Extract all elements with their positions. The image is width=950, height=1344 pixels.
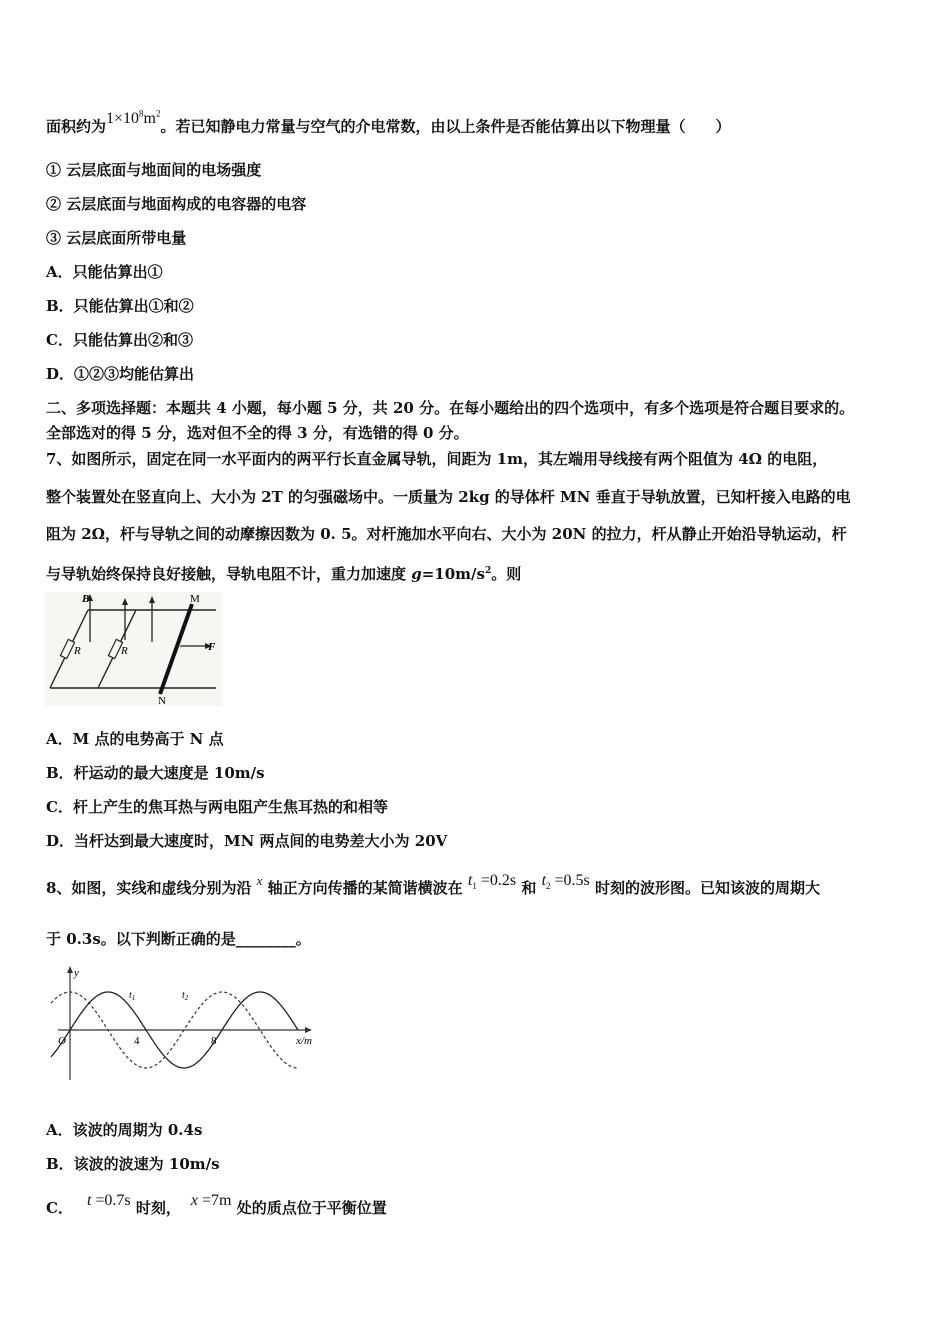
m-label: M [190,593,200,605]
q6-item-1: ① 云层底面与地面间的电场强度 [46,161,262,179]
q7-option-d: D．当杆达到最大速度时，MN 两点间的电势差大小为 20V [46,832,448,850]
origin-label: O [58,1035,66,1047]
q6-item-3: ③ 云层底面所带电量 [46,229,187,247]
q6-option-d: D．①②③均能估算出 [46,365,195,383]
q6-item-2: ② 云层底面与地面构成的电容器的电容 [46,195,307,213]
t2-curve-label: $t_2$ [182,990,189,1002]
tick-8-label: 8 [211,1035,217,1047]
resistor-1-label: R [74,645,81,657]
resistor-2-label: R [121,645,128,657]
q8-option-c: C． t =0.7s 时刻， x =7m 处的质点位于平衡位置 [46,1192,387,1217]
tick-4-label: 4 [134,1035,140,1047]
b-label: B [82,593,90,605]
y-axis-label: y [74,967,79,979]
q7-stem-3: 阻为 2Ω，杆与导轨之间的动摩擦因数为 0. 5。对杆施加水平向右、大小为 20N 的拉力，杆从静止开始沿导轨运动，杆 [46,525,847,543]
q6-option-b: B．只能估算出①和② [46,297,194,315]
t1-formula: $t_1 =0.2s$ [467,872,517,892]
q8-option-b: B．该波的波速为 10m/s [46,1155,220,1173]
q8-stem-1: 8、如图，实线和虚线分别为沿 x 轴正方向传播的某简谐横波在 $t_1 =0.2s$ 和 $t_2 =0.5s$ 时刻的波形图。已知该波的周期大 [46,872,820,897]
wave-figure [44,962,334,1084]
area-formula: $1\times 10^8m^2$ [106,109,161,128]
section2-heading-2: 全部选对的得 5 分，选对但不全的得 3 分，有选错的得 0 分。 [46,424,469,442]
q6-area-line: 面积约为$1\times 10^8m^2$。若已知静电力常量与空气的介电常数，由以上条件是否能估算出以下物理量（ ） [46,109,731,136]
q7-option-c: C．杆上产生的焦耳热与两电阻产生焦耳热的和相等 [46,798,388,816]
q7-stem-4: 与导轨始终保持良好接触，导轨电阻不计，重力加速度 $g=10m/s^2$。则 [46,565,522,583]
q7-option-a: A．M 点的电势高于 N 点 [46,730,224,748]
q6-option-c: C．只能估算出②和③ [46,331,193,349]
q7-option-b: B．杆运动的最大速度是 10m/s [46,764,265,782]
q7-stem-2: 整个装置处在竖直向上、大小为 2T 的匀强磁场中。一质量为 2kg 的导体杆 MN 垂直于导轨放置，已知杆接入电路的电 [46,488,851,506]
x-axis-label: x/m [296,1035,312,1047]
rail-circuit-figure [44,592,222,706]
q7-stem-1: 7、如图所示，固定在同一水平面内的两平行长直金属导轨，间距为 1m，其左端用导线接有两个阻值为 4Ω 的电阻， [46,450,828,468]
q8-option-a: A．该波的周期为 0.4s [46,1121,203,1139]
n-label: N [158,695,166,706]
t1-curve-label: $t_1$ [129,990,136,1002]
q6-option-a: A．只能估算出① [46,263,163,281]
t2-formula: $t_2 =0.5s$ [541,872,590,892]
f-label: F [208,641,216,653]
q8-stem-2: 于 0.3s。以下判断正确的是________。 [46,930,311,948]
section2-heading-1: 二、多项选择题：本题共 4 小题，每小题 5 分，共 20 分。在每小题给出的四个选项中，有多个选项是符合题目要求的。 [46,399,855,417]
